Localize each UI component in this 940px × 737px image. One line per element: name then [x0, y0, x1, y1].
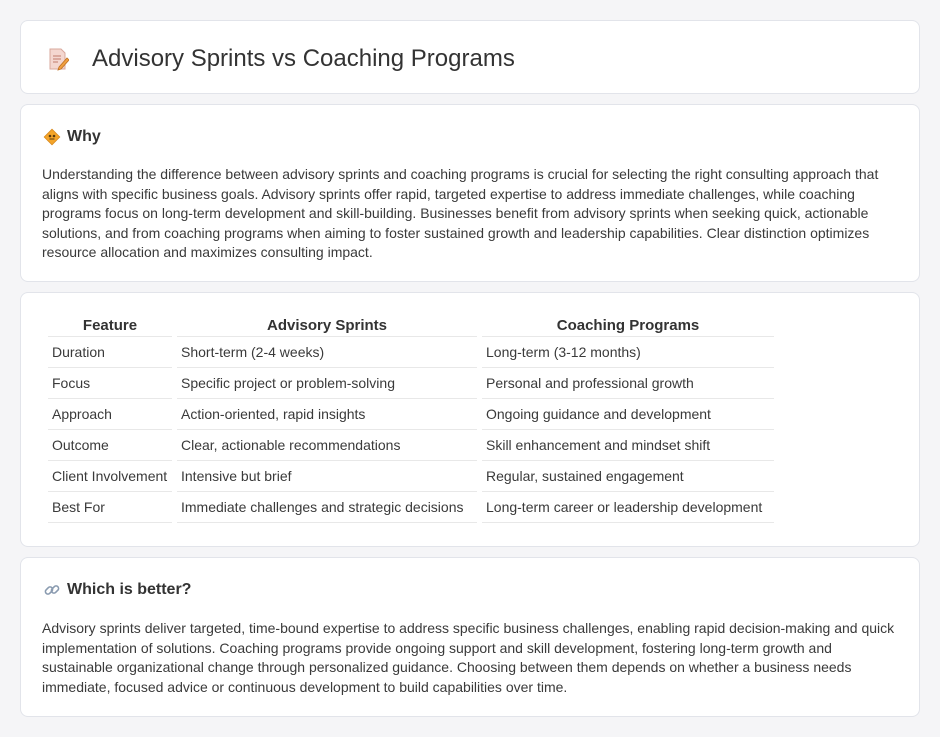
row-coaching: Long-term career or leadership development — [482, 492, 774, 523]
row-feature: Best For — [48, 492, 172, 523]
table-row — [48, 492, 774, 523]
document-pencil-icon — [47, 47, 69, 71]
header-advisory-sprints: Advisory Sprints — [177, 315, 477, 337]
table-row — [48, 430, 774, 461]
diamond-sign-icon — [43, 128, 61, 146]
comparison-table — [43, 315, 779, 523]
row-feature: Focus — [48, 368, 172, 399]
page-title: Advisory Sprints vs Coaching Programs — [92, 45, 515, 72]
row-coaching: Long-term (3-12 months) — [482, 337, 774, 368]
row-coaching: Regular, sustained engagement — [482, 461, 774, 492]
header-coaching-programs: Coaching Programs — [482, 315, 774, 337]
better-text: Advisory sprints deliver targeted, time-bound expertise to address specific business challenges, enabling rapid decision-making and quick implementation of solutions. Coaching programs provide ongoing support and skill development, fostering long-term growth and sustainable organizational change through personalized guidance. Choosing between them depends on whether a business needs immediate, focused advice or continuous development to build capabilities over time. — [42, 620, 895, 695]
why-text: Understanding the difference between advisory sprints and coaching programs is crucial for selecting the right consulting approach that aligns with specific business goals. Advisory sprints offer rapid, targeted expertise to address immediate challenges, while coaching programs focus on long-term development and skill-building. Businesses benefit from advisory sprints when seeking quick, actionable solutions, and from coaching programs when aiming to foster sustained growth and leadership capabilities. Clear distinction optimizes resource allocation and maximizes consulting impact. — [42, 166, 879, 261]
table-header-row — [48, 315, 774, 337]
row-advisory: Action-oriented, rapid insights — [177, 399, 477, 430]
row-advisory: Short-term (2-4 weeks) — [177, 337, 477, 368]
why-title: Why — [67, 128, 101, 145]
header-feature: Feature — [48, 315, 172, 337]
table-row — [48, 461, 774, 492]
table-row — [48, 399, 774, 430]
row-feature: Client Involvement — [48, 461, 172, 492]
which-is-better-section — [20, 557, 920, 717]
row-coaching: Ongoing guidance and development — [482, 399, 774, 430]
table-row — [48, 368, 774, 399]
link-icon — [43, 581, 61, 599]
row-advisory: Specific project or problem-solving — [177, 368, 477, 399]
row-advisory: Intensive but brief — [177, 461, 477, 492]
why-section — [20, 104, 920, 282]
row-advisory: Clear, actionable recommendations — [177, 430, 477, 461]
better-title: Which is better? — [67, 581, 192, 598]
row-coaching: Personal and professional growth — [482, 368, 774, 399]
row-feature: Duration — [48, 337, 172, 368]
row-feature: Approach — [48, 399, 172, 430]
row-feature: Outcome — [48, 430, 172, 461]
row-advisory: Immediate challenges and strategic decisions — [177, 492, 477, 523]
row-coaching: Skill enhancement and mindset shift — [482, 430, 774, 461]
table-row — [48, 337, 774, 368]
header-card — [20, 20, 920, 94]
comparison-section — [20, 292, 920, 547]
